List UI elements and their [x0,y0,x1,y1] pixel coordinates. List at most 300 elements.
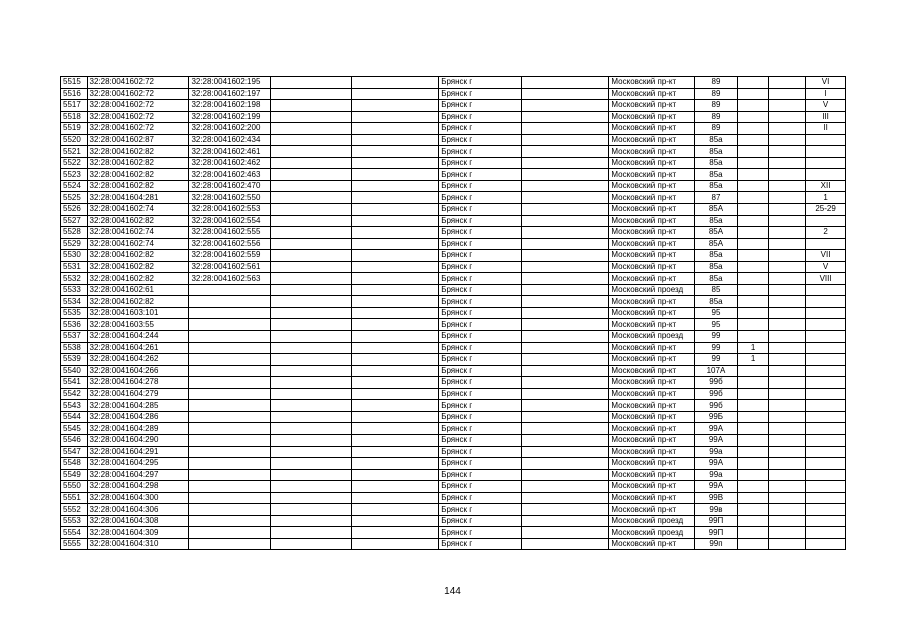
street-cell: Московский пр-кт [609,319,695,331]
table-row [61,134,846,146]
parcel-number-cell: 32:28:0041604:262 [87,354,189,366]
empty-column-11-cell [769,180,806,192]
empty-column-5-cell [351,458,439,470]
table-row [61,100,846,112]
building-number-cell [737,515,769,527]
parcel-number-cell: 32:28:0041604:308 [87,515,189,527]
row-number-cell: 5531 [61,261,88,273]
house-number-cell: 99б [695,388,738,400]
empty-column-7-cell [521,123,609,135]
empty-column-4-cell [270,100,351,112]
building-number-cell [737,400,769,412]
empty-column-4-cell [270,492,351,504]
empty-column-11-cell [769,227,806,239]
empty-column-11-cell [769,331,806,343]
building-number-cell [737,388,769,400]
street-cell: Московский пр-кт [609,458,695,470]
empty-column-7-cell [521,146,609,158]
table-row [61,434,846,446]
house-number-cell: 85а [695,296,738,308]
object-number-cell [189,411,271,423]
empty-column-7-cell [521,434,609,446]
empty-column-5-cell [351,331,439,343]
row-number-cell: 5517 [61,100,88,112]
object-number-cell [189,538,271,550]
street-cell: Московский пр-кт [609,342,695,354]
house-number-cell: 85А [695,238,738,250]
city-cell: Брянск г [439,377,522,389]
empty-column-7-cell [521,538,609,550]
empty-column-7-cell [521,377,609,389]
unit-number-cell: VII [806,250,846,262]
row-number-cell: 5540 [61,365,88,377]
empty-column-11-cell [769,296,806,308]
empty-column-11-cell [769,100,806,112]
house-number-cell: 99А [695,458,738,470]
row-number-cell: 5541 [61,377,88,389]
building-number-cell [737,307,769,319]
object-number-cell: 32:28:0041602:462 [189,157,271,169]
street-cell: Московский пр-кт [609,204,695,216]
street-cell: Московский пр-кт [609,504,695,516]
house-number-cell: 99Б [695,411,738,423]
street-cell: Московский пр-кт [609,481,695,493]
city-cell: Брянск г [439,146,522,158]
city-cell: Брянск г [439,527,522,539]
empty-column-5-cell [351,180,439,192]
city-cell: Брянск г [439,388,522,400]
empty-column-7-cell [521,169,609,181]
object-number-cell [189,284,271,296]
row-number-cell: 5530 [61,250,88,262]
empty-column-7-cell [521,411,609,423]
empty-column-5-cell [351,227,439,239]
city-cell: Брянск г [439,400,522,412]
house-number-cell: 89 [695,100,738,112]
empty-column-11-cell [769,458,806,470]
city-cell: Брянск г [439,481,522,493]
row-number-cell: 5548 [61,458,88,470]
street-cell: Московский пр-кт [609,307,695,319]
table-row [61,250,846,262]
house-number-cell: 99А [695,481,738,493]
city-cell: Брянск г [439,434,522,446]
table-row [61,238,846,250]
empty-column-11-cell [769,250,806,262]
empty-column-4-cell [270,215,351,227]
house-number-cell: 99 [695,354,738,366]
empty-column-7-cell [521,100,609,112]
empty-column-4-cell [270,423,351,435]
empty-column-11-cell [769,446,806,458]
table-row [61,319,846,331]
building-number-cell [737,504,769,516]
parcel-number-cell: 32:28:0041604:281 [87,192,189,204]
empty-column-11-cell [769,365,806,377]
table-row [61,423,846,435]
house-number-cell: 85а [695,180,738,192]
unit-number-cell [806,319,846,331]
table-row [61,273,846,285]
city-cell: Брянск г [439,261,522,273]
empty-column-4-cell [270,250,351,262]
object-number-cell [189,377,271,389]
row-number-cell: 5550 [61,481,88,493]
empty-column-4-cell [270,365,351,377]
empty-column-5-cell [351,88,439,100]
empty-column-7-cell [521,423,609,435]
table-row [61,411,846,423]
parcel-number-cell: 32:28:0041604:309 [87,527,189,539]
house-number-cell: 99б [695,377,738,389]
empty-column-7-cell [521,238,609,250]
parcel-number-cell: 32:28:0041604:306 [87,504,189,516]
object-number-cell [189,331,271,343]
object-number-cell [189,446,271,458]
object-number-cell: 32:28:0041602:561 [189,261,271,273]
empty-column-4-cell [270,446,351,458]
building-number-cell [737,157,769,169]
building-number-cell [737,319,769,331]
empty-column-7-cell [521,492,609,504]
empty-column-7-cell [521,458,609,470]
city-cell: Брянск г [439,100,522,112]
building-number-cell [737,146,769,158]
parcel-number-cell: 32:28:0041604:297 [87,469,189,481]
table-row [61,123,846,135]
empty-column-11-cell [769,307,806,319]
empty-column-7-cell [521,88,609,100]
street-cell: Московский пр-кт [609,411,695,423]
empty-column-5-cell [351,146,439,158]
empty-column-7-cell [521,515,609,527]
empty-column-7-cell [521,111,609,123]
city-cell: Брянск г [439,458,522,470]
empty-column-4-cell [270,504,351,516]
parcel-number-cell: 32:28:0041604:279 [87,388,189,400]
house-number-cell: 99б [695,400,738,412]
building-number-cell [737,481,769,493]
building-number-cell [737,527,769,539]
parcel-number-cell: 32:28:0041602:82 [87,157,189,169]
empty-column-5-cell [351,111,439,123]
object-number-cell: 32:28:0041602:556 [189,238,271,250]
object-number-cell [189,469,271,481]
building-number-cell: 1 [737,354,769,366]
empty-column-11-cell [769,538,806,550]
row-number-cell: 5533 [61,284,88,296]
house-number-cell: 99а [695,469,738,481]
street-cell: Московский пр-кт [609,296,695,308]
unit-number-cell [806,504,846,516]
street-cell: Московский пр-кт [609,77,695,89]
empty-column-5-cell [351,388,439,400]
empty-column-7-cell [521,250,609,262]
object-number-cell [189,527,271,539]
empty-column-4-cell [270,134,351,146]
empty-column-5-cell [351,527,439,539]
empty-column-7-cell [521,504,609,516]
empty-column-7-cell [521,296,609,308]
empty-column-4-cell [270,458,351,470]
empty-column-4-cell [270,469,351,481]
object-number-cell: 32:28:0041602:554 [189,215,271,227]
object-number-cell [189,492,271,504]
object-number-cell: 32:28:0041602:434 [189,134,271,146]
house-number-cell: 99П [695,527,738,539]
street-cell: Московский пр-кт [609,446,695,458]
object-number-cell [189,515,271,527]
street-cell: Московский пр-кт [609,238,695,250]
unit-number-cell [806,157,846,169]
row-number-cell: 5526 [61,204,88,216]
empty-column-5-cell [351,400,439,412]
parcel-number-cell: 32:28:0041604:285 [87,400,189,412]
street-cell: Московский пр-кт [609,434,695,446]
street-cell: Московский пр-кт [609,388,695,400]
object-number-cell: 32:28:0041602:198 [189,100,271,112]
unit-number-cell [806,238,846,250]
empty-column-5-cell [351,365,439,377]
building-number-cell [737,77,769,89]
cadastral-table [60,76,846,550]
empty-column-5-cell [351,204,439,216]
parcel-number-cell: 32:28:0041602:61 [87,284,189,296]
empty-column-4-cell [270,204,351,216]
house-number-cell: 89 [695,123,738,135]
empty-column-11-cell [769,238,806,250]
empty-column-5-cell [351,377,439,389]
street-cell: Московский пр-кт [609,538,695,550]
building-number-cell [737,88,769,100]
building-number-cell [737,284,769,296]
object-number-cell: 32:28:0041602:550 [189,192,271,204]
parcel-number-cell: 32:28:0041602:72 [87,77,189,89]
street-cell: Московский проезд [609,331,695,343]
table-row [61,504,846,516]
house-number-cell: 99в [695,504,738,516]
row-number-cell: 5524 [61,180,88,192]
unit-number-cell: 1 [806,192,846,204]
parcel-number-cell: 32:28:0041602:82 [87,261,189,273]
empty-column-11-cell [769,354,806,366]
empty-column-4-cell [270,111,351,123]
parcel-number-cell: 32:28:0041604:298 [87,481,189,493]
empty-column-11-cell [769,146,806,158]
city-cell: Брянск г [439,342,522,354]
empty-column-7-cell [521,273,609,285]
parcel-number-cell: 32:28:0041604:290 [87,434,189,446]
object-number-cell [189,423,271,435]
row-number-cell: 5539 [61,354,88,366]
city-cell: Брянск г [439,446,522,458]
table-row [61,331,846,343]
unit-number-cell [806,423,846,435]
table-row [61,458,846,470]
street-cell: Московский проезд [609,527,695,539]
empty-column-5-cell [351,538,439,550]
empty-column-5-cell [351,157,439,169]
city-cell: Брянск г [439,354,522,366]
empty-column-4-cell [270,123,351,135]
empty-column-5-cell [351,215,439,227]
row-number-cell: 5536 [61,319,88,331]
building-number-cell: 1 [737,342,769,354]
empty-column-5-cell [351,261,439,273]
parcel-number-cell: 32:28:0041602:74 [87,204,189,216]
row-number-cell: 5546 [61,434,88,446]
row-number-cell: 5535 [61,307,88,319]
table-row [61,111,846,123]
city-cell: Брянск г [439,319,522,331]
row-number-cell: 5529 [61,238,88,250]
unit-number-cell [806,146,846,158]
house-number-cell: 99А [695,434,738,446]
city-cell: Брянск г [439,169,522,181]
street-cell: Московский пр-кт [609,377,695,389]
empty-column-7-cell [521,204,609,216]
empty-column-5-cell [351,469,439,481]
empty-column-4-cell [270,227,351,239]
empty-column-4-cell [270,180,351,192]
empty-column-11-cell [769,134,806,146]
empty-column-7-cell [521,342,609,354]
city-cell: Брянск г [439,215,522,227]
empty-column-7-cell [521,261,609,273]
row-number-cell: 5532 [61,273,88,285]
table-row [61,77,846,89]
city-cell: Брянск г [439,284,522,296]
empty-column-11-cell [769,111,806,123]
object-number-cell [189,481,271,493]
street-cell: Московский пр-кт [609,134,695,146]
house-number-cell: 85а [695,157,738,169]
building-number-cell [737,273,769,285]
empty-column-5-cell [351,481,439,493]
object-number-cell: 32:28:0041602:197 [189,88,271,100]
empty-column-7-cell [521,400,609,412]
row-number-cell: 5521 [61,146,88,158]
empty-column-7-cell [521,77,609,89]
object-number-cell: 32:28:0041602:553 [189,204,271,216]
street-cell: Московский пр-кт [609,100,695,112]
unit-number-cell: II [806,123,846,135]
building-number-cell [737,377,769,389]
table-row [61,261,846,273]
unit-number-cell [806,134,846,146]
building-number-cell [737,100,769,112]
empty-column-4-cell [270,296,351,308]
building-number-cell [737,169,769,181]
parcel-number-cell: 32:28:0041604:300 [87,492,189,504]
row-number-cell: 5555 [61,538,88,550]
street-cell: Московский пр-кт [609,111,695,123]
city-cell: Брянск г [439,250,522,262]
row-number-cell: 5552 [61,504,88,516]
object-number-cell [189,342,271,354]
empty-column-5-cell [351,77,439,89]
table-row [61,88,846,100]
unit-number-cell: 25-29 [806,204,846,216]
empty-column-4-cell [270,88,351,100]
empty-column-7-cell [521,446,609,458]
table-row [61,146,846,158]
object-number-cell [189,307,271,319]
object-number-cell [189,458,271,470]
empty-column-5-cell [351,273,439,285]
empty-column-7-cell [521,180,609,192]
house-number-cell: 85а [695,169,738,181]
empty-column-11-cell [769,434,806,446]
city-cell: Брянск г [439,123,522,135]
empty-column-5-cell [351,169,439,181]
parcel-number-cell: 32:28:0041604:244 [87,331,189,343]
empty-column-4-cell [270,481,351,493]
empty-column-5-cell [351,354,439,366]
city-cell: Брянск г [439,238,522,250]
city-cell: Брянск г [439,469,522,481]
city-cell: Брянск г [439,111,522,123]
building-number-cell [737,250,769,262]
building-number-cell [737,446,769,458]
parcel-number-cell: 32:28:0041604:291 [87,446,189,458]
object-number-cell: 32:28:0041602:563 [189,273,271,285]
parcel-number-cell: 32:28:0041602:72 [87,111,189,123]
empty-column-7-cell [521,527,609,539]
row-number-cell: 5551 [61,492,88,504]
empty-column-11-cell [769,400,806,412]
building-number-cell [737,469,769,481]
building-number-cell [737,227,769,239]
city-cell: Брянск г [439,411,522,423]
table-row [61,284,846,296]
parcel-number-cell: 32:28:0041604:286 [87,411,189,423]
house-number-cell: 99а [695,446,738,458]
empty-column-11-cell [769,492,806,504]
row-number-cell: 5525 [61,192,88,204]
parcel-number-cell: 32:28:0041604:266 [87,365,189,377]
house-number-cell: 85А [695,227,738,239]
city-cell: Брянск г [439,504,522,516]
empty-column-4-cell [270,515,351,527]
object-number-cell: 32:28:0041602:463 [189,169,271,181]
object-number-cell [189,434,271,446]
empty-column-11-cell [769,88,806,100]
empty-column-11-cell [769,169,806,181]
table-row [61,446,846,458]
row-number-cell: 5520 [61,134,88,146]
unit-number-cell [806,377,846,389]
city-cell: Брянск г [439,515,522,527]
object-number-cell [189,354,271,366]
street-cell: Московский пр-кт [609,215,695,227]
row-number-cell: 5515 [61,77,88,89]
empty-column-4-cell [270,284,351,296]
parcel-number-cell: 32:28:0041602:82 [87,250,189,262]
row-number-cell: 5519 [61,123,88,135]
row-number-cell: 5544 [61,411,88,423]
unit-number-cell [806,388,846,400]
street-cell: Московский пр-кт [609,250,695,262]
row-number-cell: 5528 [61,227,88,239]
city-cell: Брянск г [439,192,522,204]
city-cell: Брянск г [439,180,522,192]
building-number-cell [737,192,769,204]
table-row [61,481,846,493]
empty-column-11-cell [769,388,806,400]
empty-column-4-cell [270,146,351,158]
object-number-cell: 32:28:0041602:461 [189,146,271,158]
